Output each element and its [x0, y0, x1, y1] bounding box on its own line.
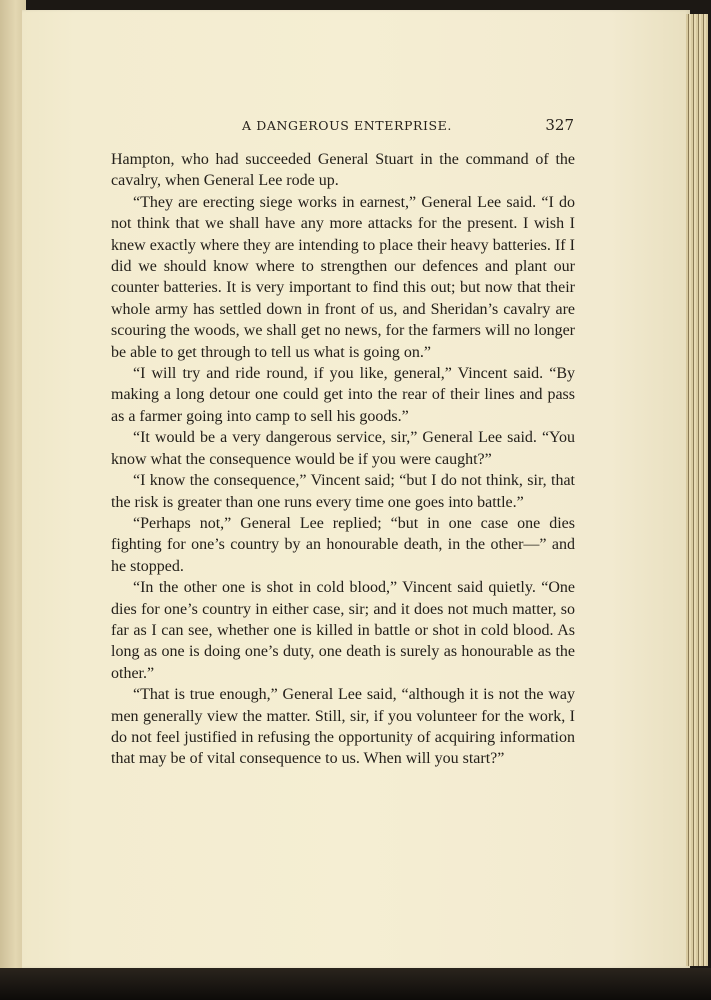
running-head [100, 116, 578, 136]
paragraph: “In the other one is shot in cold blood,” Vincent said quietly. “One dies for one’s country in either case, sir; and it does not much matter, so far as I can see, whether one is killed in battle or shot in cold blood. As long as one is doing one’s duty, one death is surely as honourable as the other.” [111, 579, 575, 682]
paragraph: “I know the consequence,” Vincent said; “but I do not think, sir, that the risk is greater than one runs every time one goes into battle.” [111, 472, 575, 511]
paragraph: “It would be a very dangerous service, sir,” General Lee said. “You know what the consequence would be if you were caught?” [111, 429, 575, 468]
paragraph: “I will try and ride round, if you like, general,” Vincent said. “By making a long detour one could get into the rear of their lines and pass as a farmer going into camp to sell his goods.” [111, 365, 575, 425]
paragraph: “That is true enough,” General Lee said, “although it is not the way men generally view the matter. Still, sir, if you volunteer for the work, I do not feel justified in refusing the opportunity of acquiring information that may be of vital consequence to us. When will you start?” [111, 686, 575, 768]
running-title: A DANGEROUS ENTERPRISE. [242, 118, 452, 133]
scan-bottom-shadow [0, 968, 711, 1000]
paragraph: “They are erecting siege works in earnest,” General Lee said. “I do not think that we shall have any more attacks for the present. I wish I knew exactly where they are intending to place their heavy batteries. If I did we should know where to strengthen our defences and plant our counter batteries. It is very important to find this out; but now that their whole army has settled down in front of us, and Sheridan’s cavalry are scouring the woods, we shall get no news, for the farmers will no longer be able to get through to tell us what is going on.” [111, 193, 575, 361]
paragraph: Hampton, who had succeeded General Stuart in the command of the cavalry, when General Lee rode up. [111, 151, 575, 190]
page-stack-edges [686, 14, 708, 966]
paragraph: “Perhaps not,” General Lee replied; “but in one case one dies fighting for one’s country by an honourable death, in the other—” and he stopped. [111, 514, 575, 575]
body-text [111, 149, 575, 770]
page-number: 327 [545, 116, 574, 134]
